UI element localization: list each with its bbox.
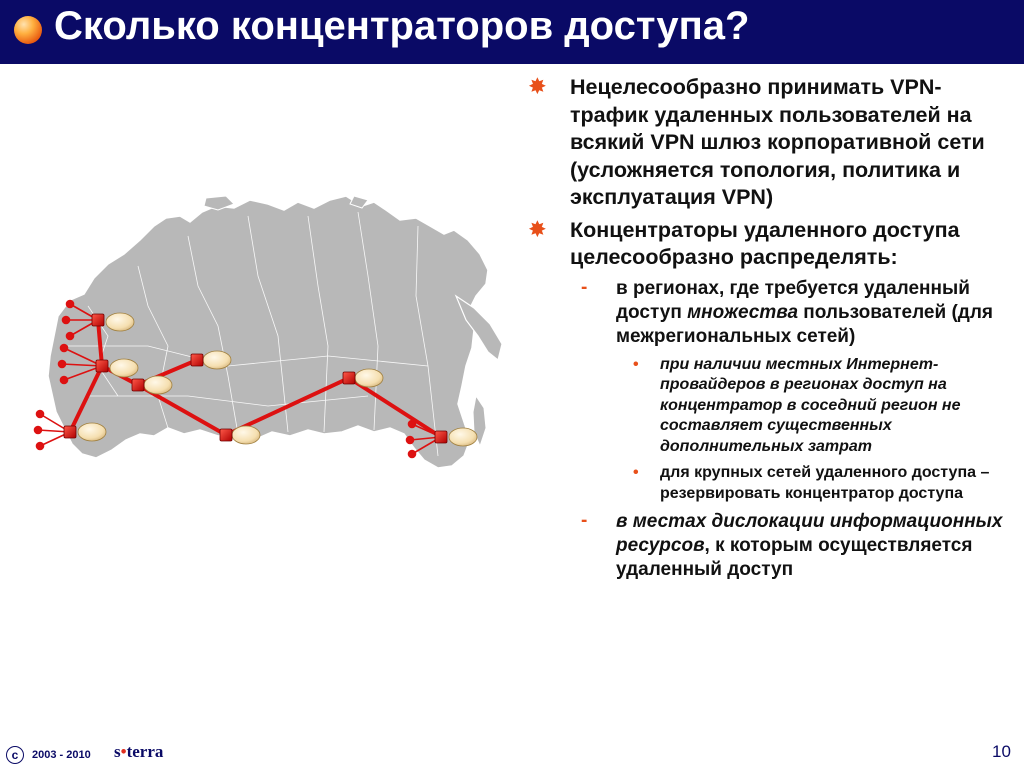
concentrator-node: [435, 428, 477, 446]
title-bullet-icon: [14, 16, 42, 44]
dash-marker-icon: -: [581, 276, 588, 298]
bullet-text: , к которым осуществляется удаленный доступ: [616, 535, 973, 580]
bullet-level1: [529, 74, 1012, 212]
copyright-icon: c: [6, 746, 24, 764]
bullet-text: Концентраторы удаленного доступа целесообразно распределять:: [570, 217, 960, 269]
dot-marker-icon: •: [633, 464, 639, 481]
brand-s: s: [114, 742, 121, 761]
bullet-text: в регионах, где требуется удаленный доступ: [616, 277, 970, 323]
concentrator-node: [191, 351, 231, 369]
bullet-level3: [532, 355, 1012, 458]
bullet-text-emphasis: множества: [687, 301, 799, 323]
title-bar: [0, 0, 1024, 64]
brand-logo: [114, 742, 163, 762]
slide-title: Сколько концентраторов доступа?: [54, 4, 750, 48]
bullet-text: при наличии местных Интернет-провайдеров в регионах доступ на концентратор в соседний регион не составляет существенных дополнительных затрат: [660, 355, 961, 455]
bullet-level2: [532, 510, 1012, 582]
concentrator-node: [343, 369, 383, 387]
russia-network-map: [28, 196, 508, 476]
bullet-text-emphasis: в местах дислокации информационных ресурсов: [616, 511, 1003, 556]
dot-marker-icon: •: [633, 355, 639, 373]
concentrator-node: [64, 423, 106, 441]
bullet-text: для крупных сетей удаленного доступа – резервировать концентратор доступа: [660, 464, 990, 502]
brand-dot: •: [120, 742, 127, 761]
bullet-text: пользователей (для межрегиональных сетей): [616, 301, 994, 347]
dash-marker-icon: -: [581, 510, 588, 531]
bullet-level2: [532, 277, 1012, 349]
page-number: 10: [992, 742, 1011, 761]
bullet-level3: [532, 463, 1012, 504]
bullet-marker-icon: ✸: [529, 76, 546, 98]
brand-rest: terra: [126, 742, 164, 761]
bullet-marker-icon: ✸: [529, 218, 546, 241]
bullet-level1: [529, 217, 1012, 272]
concentrator-node: [220, 426, 260, 444]
bullet-list: [529, 74, 1012, 588]
bullet-text: Нецелесообразно принимать VPN-трафик удаленных пользователей на всякий VPN шлюз корпоративной сети (усложняется топология, политика и эксплуатация VPN): [570, 75, 985, 209]
concentrator-node: [132, 376, 172, 394]
footer-years: 2003 - 2010: [32, 749, 91, 761]
